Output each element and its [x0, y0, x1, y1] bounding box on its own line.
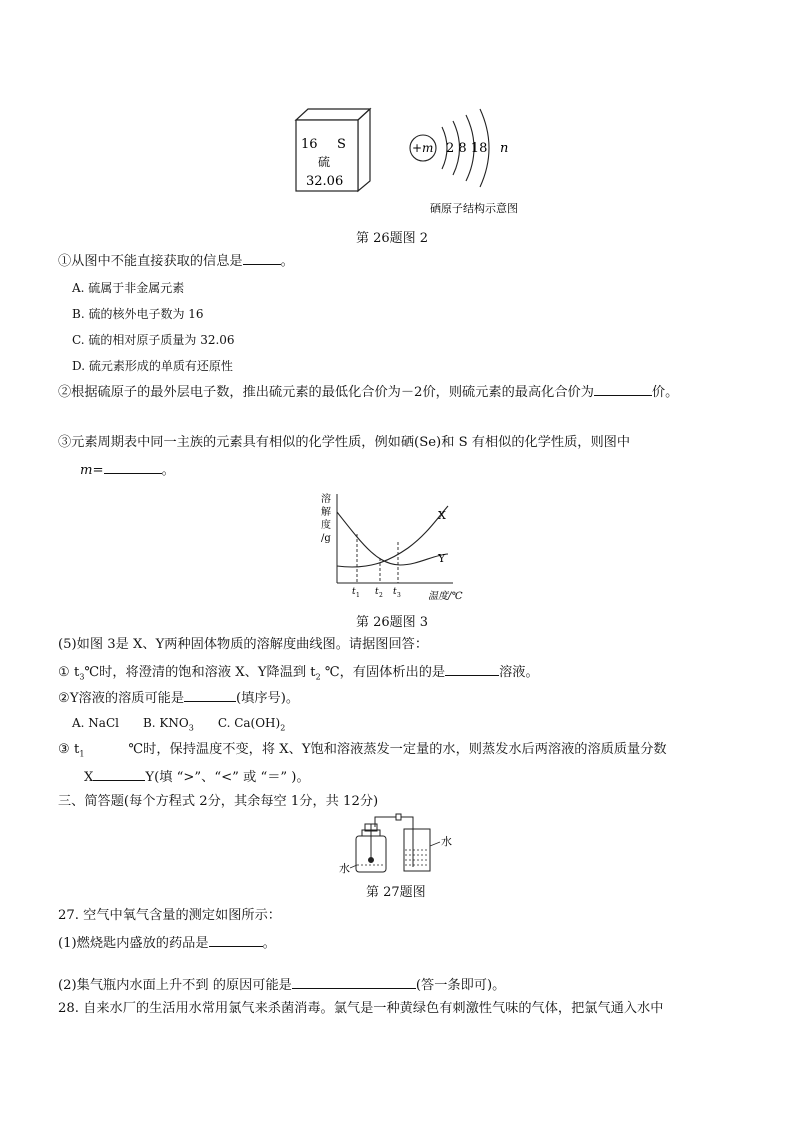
- shell-outer: n: [500, 141, 509, 156]
- tube: [375, 817, 413, 827]
- y-label-4: /g: [321, 533, 331, 544]
- label-y: Y: [438, 552, 446, 565]
- fig27-caption: 第 27题图: [366, 885, 426, 900]
- q5-b-options: A. NaCl B. $KNO_3$ C. $Ca(OH)_2$: [72, 716, 286, 733]
- label-x: X: [438, 509, 446, 522]
- q1-stem: ①从图中不能直接获取的信息是 。: [58, 251, 294, 271]
- structure-caption: 硒原子结构示意图: [430, 202, 518, 215]
- figure-26-2: [290, 105, 520, 217]
- q27-intro: 27. 空气中氧气含量的测定如图所示：: [58, 908, 281, 923]
- q5-intro: (5)如图 3是 X、Y两种固体物质的溶解度曲线图。请据图回答：: [58, 637, 429, 652]
- x-label: 温度/℃: [428, 591, 463, 602]
- water-level-beaker: [405, 850, 429, 865]
- q2-text: ②根据硫原子的最外层电子数，推出硫元素的最低化合价为－2价，则硫元素的最高化合价为 价。: [58, 382, 678, 402]
- element-name: 硫: [318, 155, 331, 169]
- y-label-3: 度: [321, 520, 331, 531]
- section-3-title: 三、简答题(每个方程式 2分，其余每空 1分，共 12分): [58, 794, 379, 809]
- figure-27-apparatus: [338, 812, 460, 882]
- answer-blank[interactable]: [209, 933, 263, 947]
- solubility-chart: [318, 490, 478, 606]
- tick-t2-sub: 2: [379, 592, 383, 599]
- q28-text: 28. 自来水厂的生活用水常用氯气来杀菌消毒。氯气是一种黄绿色有刺激性气味的气体，把氯气通入水中: [58, 1001, 664, 1016]
- element-cell: [296, 109, 370, 191]
- tick-t3: t: [393, 587, 397, 597]
- answer-blank[interactable]: [184, 688, 236, 702]
- q1-option-b: B. 硫的核外电子数为 16: [72, 307, 204, 321]
- element-number: 16: [301, 137, 318, 152]
- clamp: [396, 814, 401, 820]
- shell-electrons: 2 8 18: [446, 141, 488, 156]
- water-label-left: 水: [339, 862, 350, 875]
- q5-b: ②Y溶液的溶质可能是 (填序号)。: [58, 688, 299, 708]
- atomic-mass: 32.06: [306, 174, 344, 189]
- q5-c: ③ $t_1$ ℃时，保持温度不变，将 X、Y饱和溶液蒸发一定量的水，则蒸发水后两溶液的溶质质量分数: [58, 742, 667, 759]
- q5-a: ① $t_3℃$时，将澄清的饱和溶液 X、Y降温到 $t_2$ ℃，有固体析出的是 溶液。: [58, 662, 539, 687]
- answer-blank[interactable]: [93, 767, 145, 781]
- y-label-1: 溶: [321, 494, 331, 505]
- tick-t1: t: [352, 587, 356, 597]
- answer-blank[interactable]: [104, 460, 162, 474]
- answer-blank[interactable]: [292, 975, 416, 989]
- tick-t3-sub: 3: [397, 592, 401, 599]
- q1-option-d: D. 硫元素形成的单质有还原性: [72, 359, 233, 373]
- q27-a: (1)燃烧匙内盛放的药品是 。: [58, 933, 276, 953]
- q1-option-c: C. 硫的相对原子质量为 32.06: [72, 333, 235, 347]
- q27-b: (2)集气瓶内水面上升不到 的原因可能是 (答一条即可)。: [58, 975, 505, 995]
- answer-blank[interactable]: [243, 251, 281, 265]
- q3-line1: ③元素周期表中同一主族的元素具有相似的化学性质，例如硒(Se)和 S 有相似的化学性质，则图中: [58, 435, 631, 450]
- tick-t2: t: [375, 587, 379, 597]
- combustion-spoon: [369, 858, 374, 863]
- q1-option-a: A. 硫属于非金属元素: [72, 281, 185, 295]
- q5-c-line2: X Y(填 “>”、“<” 或 “＝” )。: [84, 767, 310, 787]
- nucleus-label: +m: [412, 141, 434, 155]
- element-symbol: S: [337, 137, 346, 152]
- answer-blank[interactable]: [445, 662, 499, 676]
- fig2-caption: 第 26题图 2: [356, 231, 429, 246]
- y-label-2: 解: [321, 507, 331, 518]
- fig3-caption: 第 26题图 3: [356, 615, 429, 630]
- q3-line2: m= 。: [80, 460, 175, 480]
- answer-blank[interactable]: [594, 382, 652, 396]
- water-label-right: 水: [441, 835, 452, 848]
- tick-t1-sub: 1: [356, 592, 360, 599]
